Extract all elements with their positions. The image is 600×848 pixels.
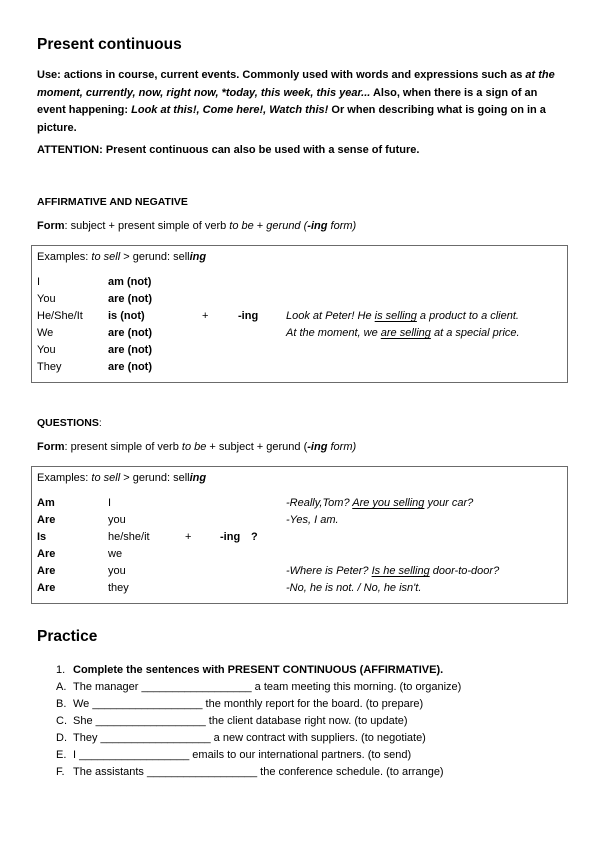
page-title: Present continuous xyxy=(37,36,182,53)
subject-cell: I xyxy=(37,276,41,288)
sentence-text: a product to a client. xyxy=(416,310,519,322)
affirmative-table xyxy=(31,245,568,383)
subject-cell: we xyxy=(108,548,123,560)
auxiliary-cell: Are xyxy=(37,548,56,560)
practice-item xyxy=(56,749,411,761)
example-label: Examples: xyxy=(37,472,92,484)
dialog-line: -Yes, I am. xyxy=(286,514,339,526)
instruction-text: Complete the sentences with PRESENT CONTINUOUS (AFFIRMATIVE). xyxy=(73,664,444,676)
subject-cell: You xyxy=(37,344,56,356)
usage-paragraph xyxy=(37,67,569,137)
sentence-text: at a special price. xyxy=(430,327,520,339)
example-mid: > gerund: xyxy=(120,472,174,484)
dialog-text: -Where is Peter? xyxy=(286,565,372,577)
questions-form xyxy=(37,441,356,453)
use-text-3: Or when describing what is going on in a picture. xyxy=(37,104,546,134)
verb-cell: are (not) xyxy=(108,361,152,373)
dialog-verb: Is he selling xyxy=(371,565,430,577)
example-verb: to sell xyxy=(91,472,121,484)
item-text: They __________________ a new contract with suppliers. (to negotiate) xyxy=(73,732,426,744)
plus-sign: + xyxy=(185,531,192,543)
use-label: Use: xyxy=(37,69,61,81)
item-label: F. xyxy=(56,766,65,778)
subject-cell: you xyxy=(108,565,126,577)
example-gerund-ending: ing xyxy=(189,472,207,484)
practice-item xyxy=(56,766,444,778)
verb-cell: is (not) xyxy=(108,310,145,322)
form-text: : present simple of verb xyxy=(64,441,182,453)
affirmative-example xyxy=(37,251,206,263)
subject-cell: I xyxy=(108,497,112,509)
dialog-text: your car? xyxy=(424,497,474,509)
auxiliary-cell: Are xyxy=(37,565,56,577)
form-text: : subject + present simple of verb xyxy=(64,220,230,232)
item-label: B. xyxy=(56,698,67,710)
verb-cell: are (not) xyxy=(108,293,152,305)
verb-cell: are (not) xyxy=(108,327,152,339)
questions-heading xyxy=(37,417,102,429)
instruction-number: 1. xyxy=(56,664,66,676)
form-tail: form) xyxy=(327,441,357,453)
form-text: + subject + gerund ( xyxy=(206,441,308,453)
subject-cell: They xyxy=(37,361,62,373)
sentence-verb: is selling xyxy=(374,310,417,322)
practice-item xyxy=(56,698,423,710)
form-to-be: to be xyxy=(181,441,207,453)
item-text: She __________________ the client database right now. (to update) xyxy=(73,715,408,727)
item-text: I __________________ emails to our international partners. (to send) xyxy=(73,749,412,761)
plus-sign: + xyxy=(202,310,209,322)
verb-cell: are (not) xyxy=(108,344,152,356)
form-plus: + xyxy=(253,220,267,232)
use-text: actions in course, current events. Commonly used with words and expressions such as xyxy=(60,69,526,81)
dialog-text: -Really,Tom? xyxy=(286,497,353,509)
item-label: D. xyxy=(56,732,67,744)
questions-table xyxy=(31,466,568,604)
subject-cell: We xyxy=(37,327,54,339)
use-examples: Look at this!, Come here!, Watch this! xyxy=(131,104,329,116)
ing-ending: -ing xyxy=(238,310,259,322)
use-expressions: at the moment, currently, now, right now, *today, this week, this year... xyxy=(37,69,555,99)
auxiliary-cell: Am xyxy=(37,497,55,509)
subject-cell: You xyxy=(37,293,56,305)
form-paren: ( xyxy=(300,220,308,232)
use-text-2: Also, when there is a sign of an event happening: xyxy=(37,86,538,116)
form-tail: form) xyxy=(327,220,357,232)
item-text: The assistants __________________ the conference schedule. (to arrange) xyxy=(73,766,444,778)
auxiliary-cell: Are xyxy=(37,514,56,526)
example-mid: > gerund: xyxy=(120,251,174,263)
questions-example xyxy=(37,472,206,484)
auxiliary-cell: Is xyxy=(37,531,47,543)
questions-heading-colon: : xyxy=(98,417,102,429)
example-gerund-stem: sell xyxy=(173,251,190,263)
attention-note: ATTENTION: Present continuous can also be used with a sense of future. xyxy=(37,144,420,156)
example-verb: to sell xyxy=(91,251,121,263)
form-label: Form xyxy=(37,441,65,453)
verb-cell: am (not) xyxy=(108,276,152,288)
example-label: Examples: xyxy=(37,251,92,263)
subject-cell: they xyxy=(108,582,129,594)
example-gerund-ending: ing xyxy=(189,251,207,263)
item-label: C. xyxy=(56,715,67,727)
sentence-text: Look at Peter! He xyxy=(286,310,375,322)
example-sentence xyxy=(286,310,519,322)
practice-title: Practice xyxy=(37,628,98,645)
item-text: We __________________ the monthly report for the board. (to prepare) xyxy=(73,698,424,710)
subject-cell: he/she/it xyxy=(108,531,150,543)
item-label: A. xyxy=(56,681,67,693)
ing-ending: -ing xyxy=(220,531,241,543)
affirmative-heading: AFFIRMATIVE AND NEGATIVE xyxy=(37,196,188,208)
subject-cell: you xyxy=(108,514,126,526)
auxiliary-cell: Are xyxy=(37,582,56,594)
practice-item xyxy=(56,681,461,693)
dialog-line xyxy=(286,497,473,509)
practice-item xyxy=(56,715,408,727)
form-to-be: to be xyxy=(229,220,254,232)
dialog-line: -No, he is not. / No, he isn't. xyxy=(286,582,422,594)
form-label: Form xyxy=(37,220,65,232)
dialog-line xyxy=(286,565,499,577)
practice-item xyxy=(56,732,426,744)
sentence-verb: are selling xyxy=(380,327,431,339)
form-gerund: gerund xyxy=(266,220,301,232)
dialog-verb: Are you selling xyxy=(352,497,425,509)
example-gerund-stem: sell xyxy=(173,472,190,484)
form-ing: -ing xyxy=(307,220,328,232)
practice-instruction xyxy=(56,664,443,676)
example-sentence xyxy=(286,327,520,339)
question-mark: ? xyxy=(251,531,258,543)
form-ing: -ing xyxy=(307,441,328,453)
subject-cell: He/She/It xyxy=(37,310,83,322)
item-text: The manager __________________ a team meeting this morning. (to organize) xyxy=(73,681,462,693)
questions-heading-text: QUESTIONS xyxy=(37,417,99,429)
item-label: E. xyxy=(56,749,67,761)
dialog-text: door-to-door? xyxy=(429,565,500,577)
sentence-text: At the moment, we xyxy=(286,327,381,339)
affirmative-form xyxy=(37,220,356,232)
